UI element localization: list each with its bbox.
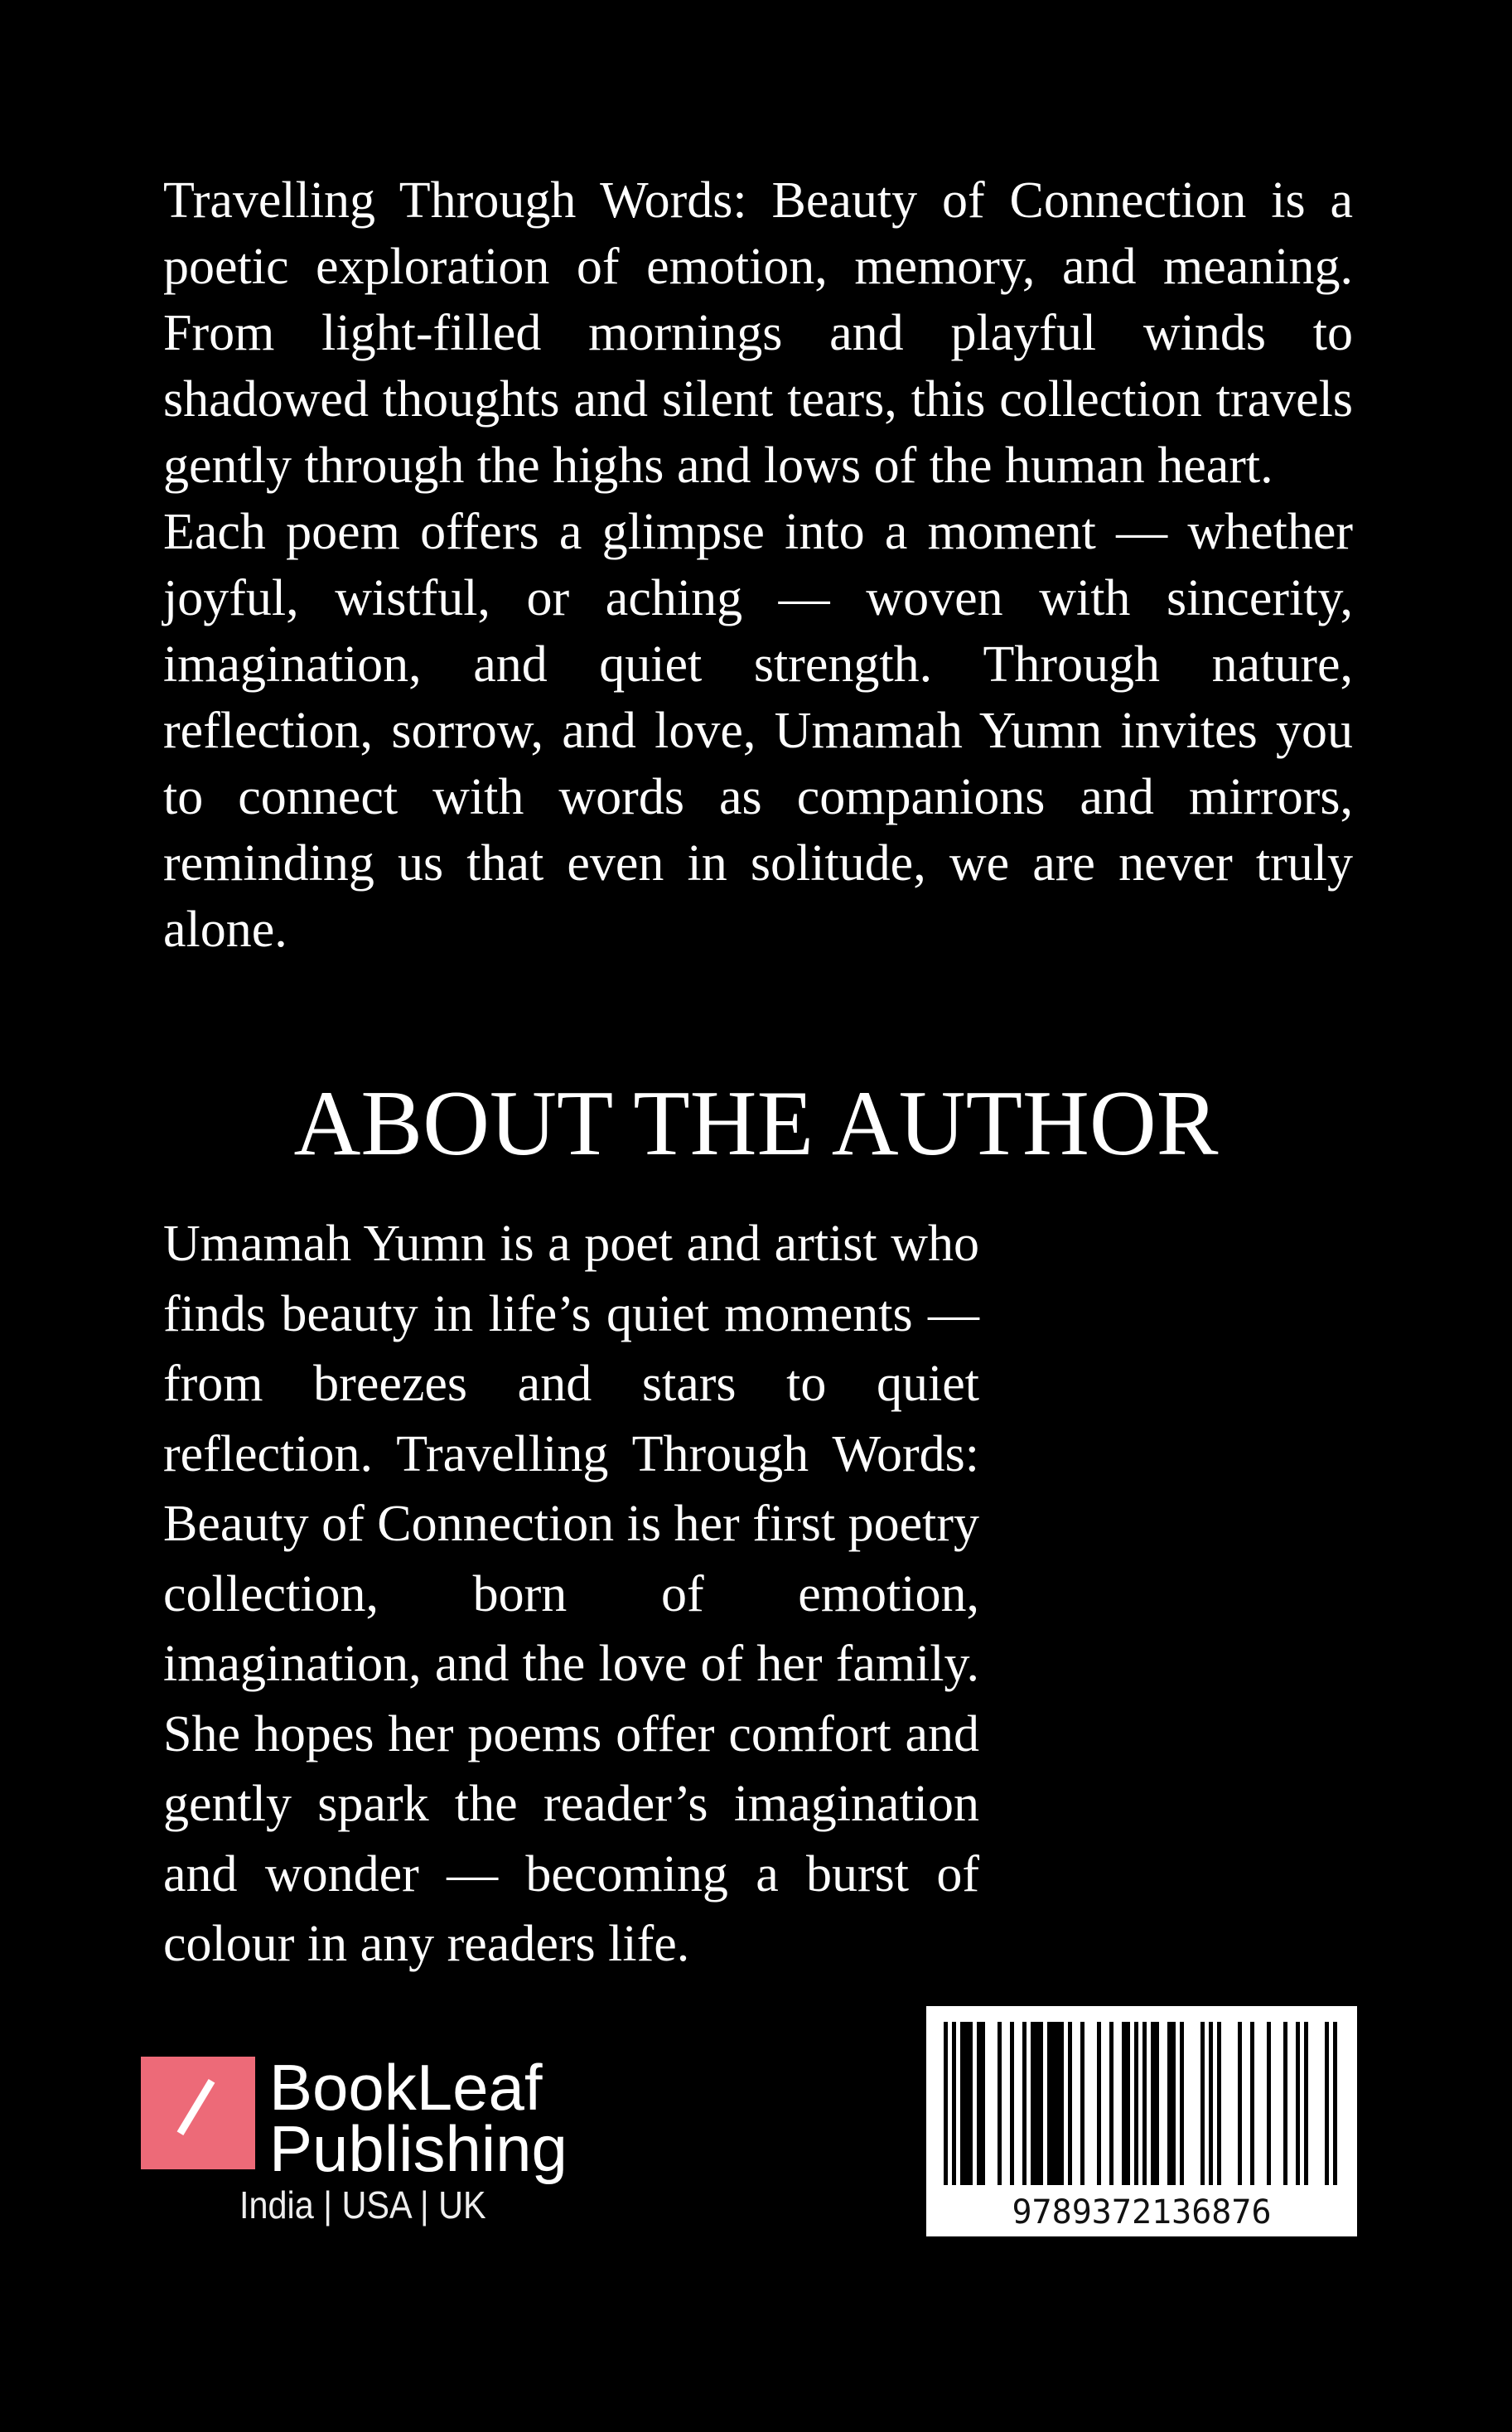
barcode-bars [944, 2022, 1339, 2185]
publisher-logo-mark [141, 2057, 255, 2169]
publisher-regions: India | USA | UK [239, 2183, 486, 2227]
synopsis-paragraph-1: Travelling Through Words: Beauty of Connection is a poetic exploration of emotion, memory, and meaning. From light-filled mornings and playful winds to shadowed thoughts and silent tears, this collection travels gently through the highs and lows of the human heart. [163, 172, 1353, 494]
author-bio-text: Umamah Yumn is a poet and artist who finds beauty in life’s quiet moments — from breezes and stars to quiet reflection. Travelling Through Words: Beauty of Connection is her first poetry collection, born of emotion, imagination, and the love of her family. She hopes her poems offer comfort and gently spark the reader’s imagination and wonder — becoming a burst of colour in any readers life. [163, 1216, 979, 1972]
publisher-name-line1: BookLeaf [269, 2051, 543, 2124]
author-bio-section [163, 1209, 979, 1980]
synopsis [163, 167, 1353, 963]
synopsis-paragraph-2: Each poem offers a glimpse into a moment — whether joyful, wistful, or aching — woven with sincerity, imagination, and quiet strength. Through nature, reflection, sorrow, and love, Umamah Yumn invites you to connect with words as companions and mirrors, reminding us that even in solitude, we are never truly alone. [163, 504, 1353, 958]
publisher-name [269, 2051, 568, 2185]
barcode [926, 2006, 1357, 2236]
slash-icon [177, 2079, 215, 2135]
about-the-author-heading: ABOUT THE AUTHOR [293, 1072, 1219, 1175]
publisher-name-line2: Publishing [269, 2112, 568, 2185]
barcode-number: 9789372136876 [1012, 2193, 1272, 2231]
